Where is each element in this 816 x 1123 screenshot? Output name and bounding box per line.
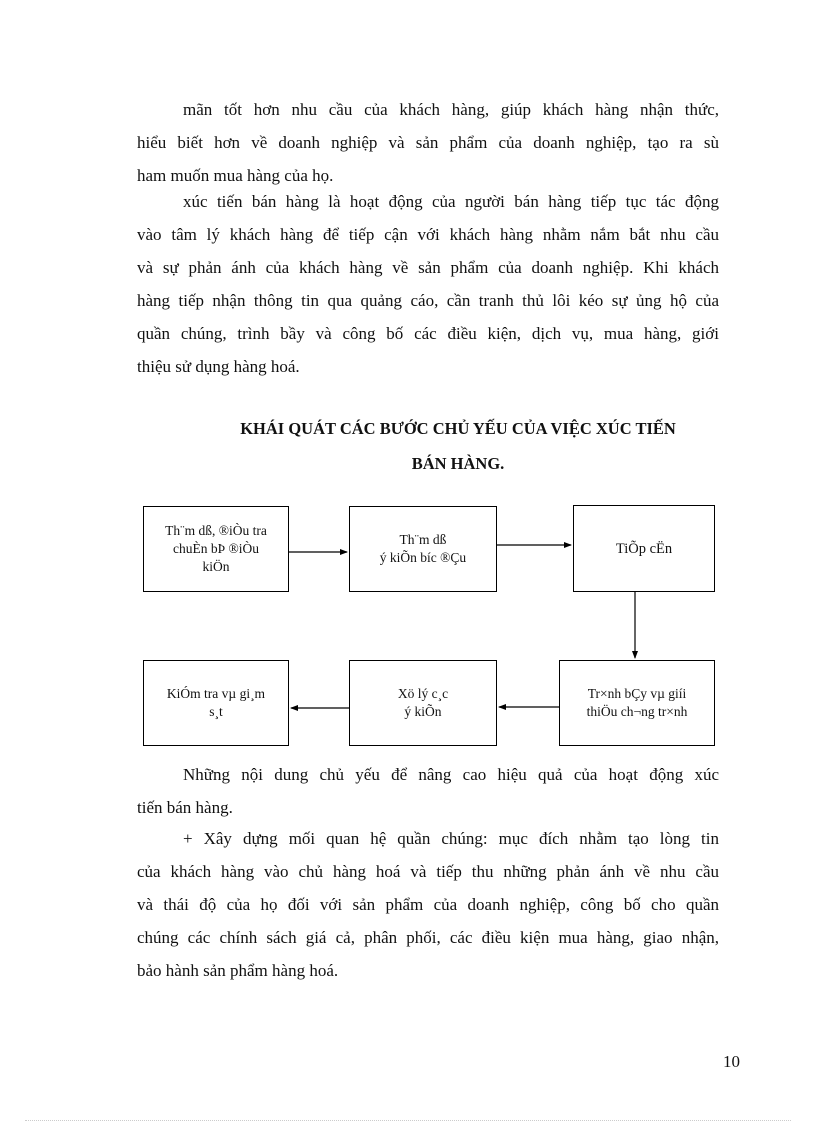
flow-box-label: Th¨m dß ý kiÕn bíc ®Çu [379, 532, 467, 565]
text-line: + Xây dựng mối quan hệ quần chúng: mục đích nhằm tạo lòng tin [183, 829, 719, 848]
flow-box-label: Xö lý c¸c ý kiÕn [397, 686, 449, 719]
flow-box-label: Th¨m dß, ®iÒu tra chuÈn bÞ ®iÒu kiÖn [165, 523, 267, 574]
page-number: 10 [723, 1052, 740, 1071]
text-line: quần chúng, trình bầy và công bố các điều kiện, dịch vụ, mua hàng, giới [137, 324, 719, 343]
text-line: hiểu biết hơn về doanh nghiệp và sản phẩm của doanh nghiệp, tạo ra sù [137, 133, 719, 152]
text-line: hàng tiếp nhận thông tin qua quảng cáo, cần tranh thủ lôi kéo sự ủng hộ của [137, 291, 719, 310]
page-footer-divider [25, 1120, 791, 1121]
paragraph-4 [137, 822, 719, 987]
text-line: xúc tiến bán hàng là hoạt động của người bán hàng tiếp tục tác động [183, 192, 719, 211]
paragraph-3 [137, 758, 719, 824]
text-line: và thái độ của họ đối với sản phẩm của doanh nghiệp, công bố cho quần [137, 895, 719, 914]
text-line: và sự phản ánh của khách hàng về sản phẩm của doanh nghiệp. Khi khách [137, 258, 719, 277]
text-line: của khách hàng vào chủ hàng hoá và tiếp thu những phản ánh về nhu cầu [137, 862, 719, 881]
flow-box-label: KiÓm tra vµ gi¸m s¸t [166, 686, 266, 719]
text-line: chúng các chính sách giá cả, phân phối, các điều kiện mua hàng, giao nhận, [137, 928, 719, 947]
text-line: tiến bán hàng. [137, 798, 233, 817]
text-line: ham muốn mua hàng của họ. [137, 166, 334, 185]
text-line: vào tâm lý khách hàng để tiếp cận với khách hàng nhằm nắm bắt nhu cầu [137, 225, 719, 244]
text-line: bảo hành sản phẩm hàng hoá. [137, 961, 339, 980]
flow-box-label: TiÕp cËn [615, 540, 673, 557]
heading-line-1: KHÁI QUÁT CÁC BƯỚC CHỦ YẾU CỦA VIỆC XÚC TIẾN [240, 419, 676, 438]
flow-box-label: Tr×nh bÇy vµ giíi thiÖu ch¬ng tr×nh [586, 686, 688, 719]
text-line: thiệu sử dụng hàng hoá. [137, 357, 300, 376]
text-line: Những nội dung chủ yếu để nâng cao hiệu quả của hoạt động xúc [183, 765, 719, 784]
text-line: mãn tốt hơn nhu cầu của khách hàng, giúp khách hàng nhận thức, [183, 100, 719, 119]
heading-line-2: BÁN HÀNG. [411, 454, 505, 473]
